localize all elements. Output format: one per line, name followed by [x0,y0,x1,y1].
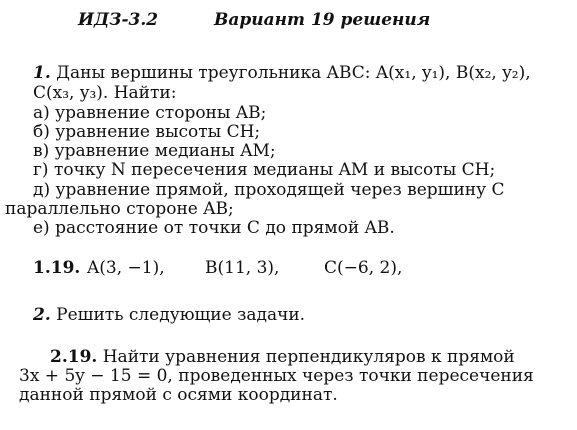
task219-number: 2.19. [50,347,98,367]
task2-heading [33,305,305,325]
task1-item-e: е) расстояние от точки C до прямой AB. [33,218,395,238]
task219-line-3: данной прямой с осями координат. [19,385,338,405]
task1-item-d: д) уравнение прямой, проходящей через вершину C [33,180,505,200]
task219-text-1: Найти уравнения перпендикуляров к прямой [102,347,515,367]
vertex-c: C(−6, 2), [324,258,403,278]
task1-item-a: а) уравнение стороны AB; [33,103,267,123]
task1-number: 1. [33,63,51,83]
task1-item-v: в) уравнение медианы AM; [33,141,276,161]
variant-data-row [33,258,80,278]
task1-item-d-cont: параллельно стороне AB; [5,199,234,219]
task1-line-1 [33,63,531,83]
vertex-b: B(11, 3), [205,258,280,278]
task2-number: 2. [33,305,51,325]
task219-line-2: 3x + 5y − 15 = 0, проведенных через точки пересечения [19,366,534,386]
task1-line-2: C(x₃, y₃). Найти: [33,83,177,103]
variant-data-number: 1.19. [33,258,81,278]
task2-text: Решить следующие задачи. [56,305,306,325]
task1-item-b: б) уравнение высоты CH; [33,122,261,142]
task1-text-1: Даны вершины треугольника ABC: A(x₁, y₁), B(x₂, y₂), [56,63,531,83]
vertex-a: A(3, −1), [87,258,165,278]
variant-label: Вариант 19 решения [214,10,431,30]
task1-item-g: г) точку N пересечения медианы AM и высоты CH; [33,160,496,180]
task219-line-1 [50,347,515,367]
page-title: ИДЗ-3.2 [78,10,159,30]
